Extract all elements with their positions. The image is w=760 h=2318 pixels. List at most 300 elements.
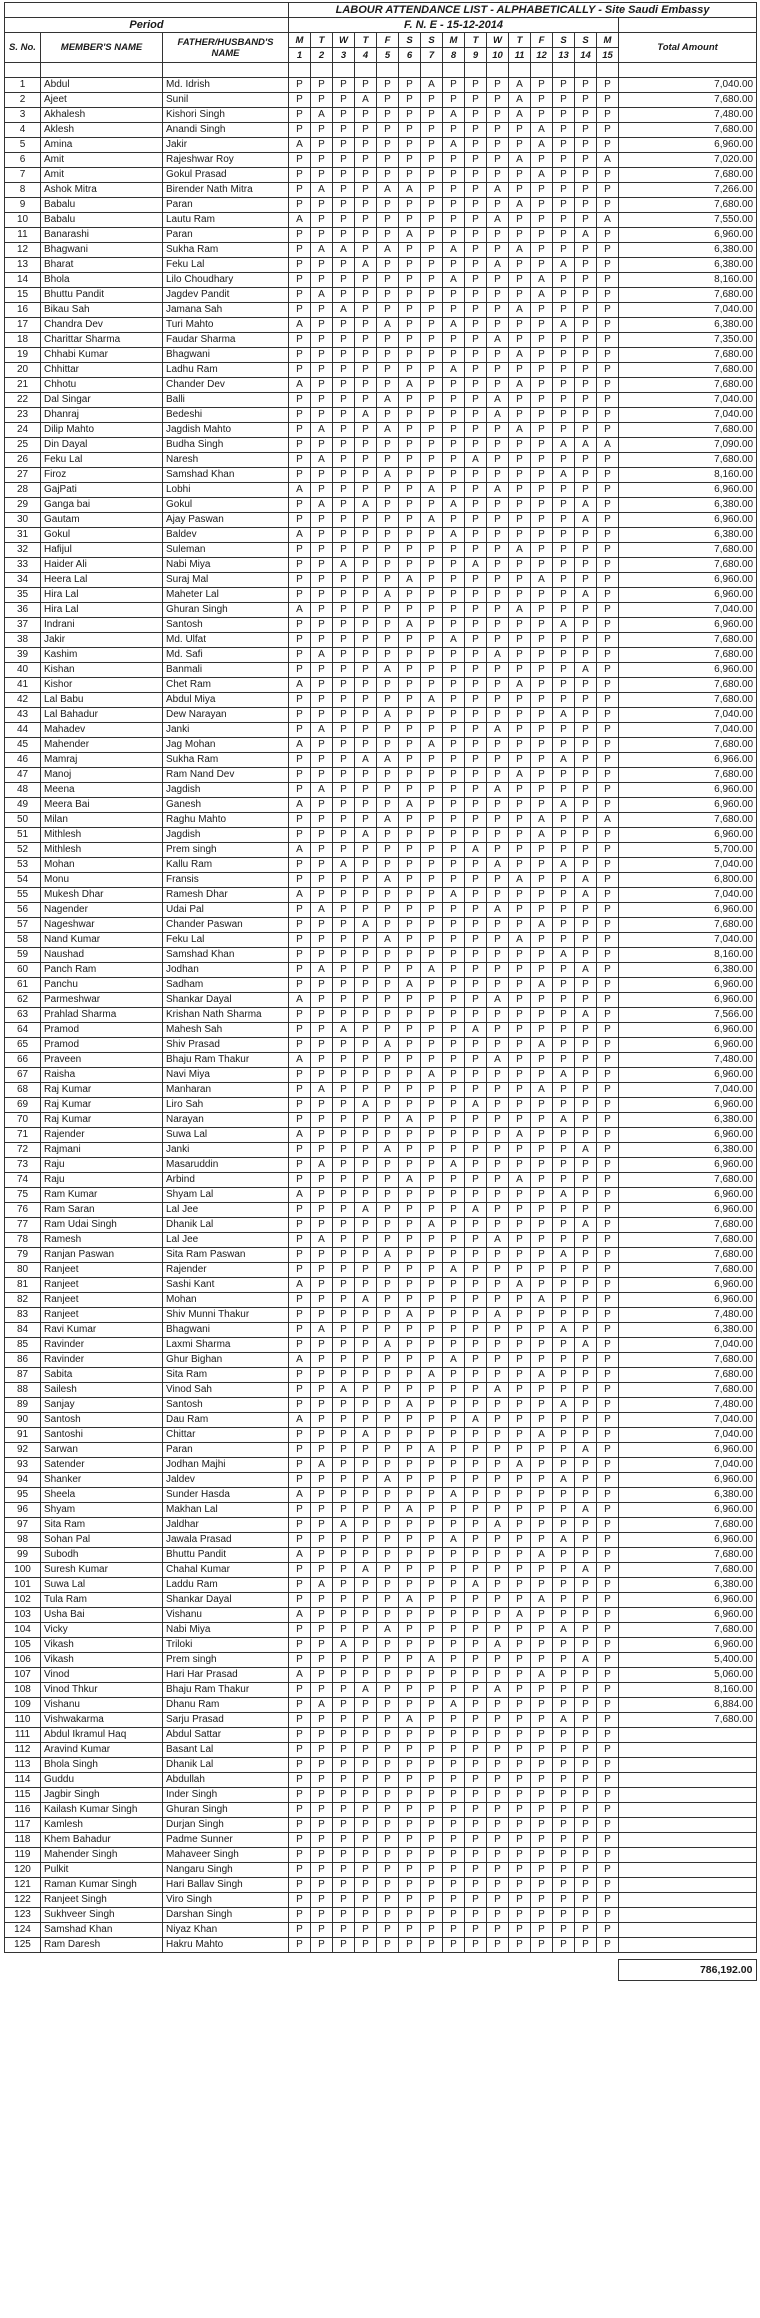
attendance-cell: P: [465, 1128, 487, 1143]
attendance-cell: P: [399, 78, 421, 93]
table-row: [5, 498, 757, 513]
attendance-cell: P: [333, 1623, 355, 1638]
attendance-cell: A: [443, 498, 465, 513]
attendance-cell: P: [289, 978, 311, 993]
attendance-cell: P: [531, 1758, 553, 1773]
attendance-cell: P: [399, 543, 421, 558]
attendance-cell: P: [311, 213, 333, 228]
total-amount-cell: 7,040.00: [619, 1413, 757, 1428]
attendance-cell: P: [443, 153, 465, 168]
attendance-cell: P: [311, 933, 333, 948]
grand-total: 786,192.00: [618, 1960, 756, 1981]
attendance-cell: P: [509, 1698, 531, 1713]
attendance-cell: P: [553, 933, 575, 948]
attendance-cell: P: [531, 1383, 553, 1398]
attendance-cell: P: [531, 903, 553, 918]
attendance-cell: P: [311, 1638, 333, 1653]
member-name-cell: Bhola Singh: [41, 1758, 163, 1773]
attendance-cell: A: [487, 723, 509, 738]
attendance-cell: P: [311, 828, 333, 843]
attendance-cell: P: [531, 378, 553, 393]
attendance-cell: P: [421, 1893, 443, 1908]
attendance-cell: P: [311, 228, 333, 243]
total-amount-cell: 7,040.00: [619, 933, 757, 948]
attendance-cell: P: [509, 903, 531, 918]
attendance-cell: P: [421, 723, 443, 738]
attendance-cell: P: [333, 1098, 355, 1113]
attendance-cell: A: [575, 1143, 597, 1158]
attendance-cell: P: [531, 1878, 553, 1893]
attendance-cell: P: [487, 1653, 509, 1668]
attendance-cell: P: [575, 828, 597, 843]
attendance-cell: P: [553, 1923, 575, 1938]
attendance-cell: P: [509, 1488, 531, 1503]
attendance-cell: P: [289, 768, 311, 783]
member-name-cell: Ram Kumar: [41, 1188, 163, 1203]
attendance-cell: P: [597, 1353, 619, 1368]
father-name-cell: Abdul Miya: [163, 693, 289, 708]
attendance-cell: P: [509, 588, 531, 603]
attendance-cell: P: [289, 288, 311, 303]
attendance-cell: P: [597, 1938, 619, 1953]
serial-number-cell: 74: [5, 1173, 41, 1188]
attendance-cell: P: [465, 123, 487, 138]
attendance-cell: P: [443, 423, 465, 438]
member-name-cell: Amit: [41, 168, 163, 183]
attendance-cell: P: [531, 1833, 553, 1848]
attendance-cell: P: [399, 1128, 421, 1143]
attendance-cell: P: [531, 1608, 553, 1623]
attendance-cell: P: [443, 1083, 465, 1098]
member-name-cell: Subodh: [41, 1548, 163, 1563]
member-name-cell: Sailesh: [41, 1383, 163, 1398]
table-row: [5, 393, 757, 408]
total-amount-cell: [619, 1938, 757, 1953]
table-row: [5, 1038, 757, 1053]
attendance-cell: A: [487, 1233, 509, 1248]
attendance-cell: P: [333, 78, 355, 93]
attendance-cell: P: [597, 1203, 619, 1218]
father-name-cell: Faudar Sharma: [163, 333, 289, 348]
member-name-cell: Kishan: [41, 663, 163, 678]
attendance-cell: P: [487, 798, 509, 813]
attendance-cell: P: [399, 363, 421, 378]
attendance-cell: P: [377, 1923, 399, 1938]
attendance-cell: A: [399, 978, 421, 993]
father-name-cell: Jagdish: [163, 828, 289, 843]
total-amount-cell: [619, 1863, 757, 1878]
attendance-cell: P: [509, 753, 531, 768]
member-name-cell: Nageshwar: [41, 918, 163, 933]
attendance-cell: A: [553, 753, 575, 768]
attendance-cell: P: [421, 948, 443, 963]
attendance-cell: P: [465, 798, 487, 813]
attendance-cell: P: [443, 1023, 465, 1038]
attendance-cell: A: [443, 888, 465, 903]
attendance-cell: P: [421, 993, 443, 1008]
attendance-cell: P: [355, 573, 377, 588]
attendance-cell: P: [487, 828, 509, 843]
attendance-cell: P: [311, 1368, 333, 1383]
attendance-cell: A: [553, 618, 575, 633]
attendance-cell: P: [531, 228, 553, 243]
attendance-cell: P: [399, 963, 421, 978]
serial-number-cell: 24: [5, 423, 41, 438]
father-name-cell: Chittar: [163, 1428, 289, 1443]
attendance-cell: P: [399, 1083, 421, 1098]
attendance-cell: P: [443, 1113, 465, 1128]
attendance-cell: P: [553, 1143, 575, 1158]
attendance-cell: P: [311, 1773, 333, 1788]
attendance-cell: P: [377, 843, 399, 858]
attendance-cell: P: [311, 1533, 333, 1548]
attendance-cell: A: [289, 528, 311, 543]
attendance-cell: P: [465, 963, 487, 978]
attendance-cell: P: [377, 1503, 399, 1518]
attendance-cell: P: [553, 1173, 575, 1188]
attendance-cell: P: [289, 1293, 311, 1308]
attendance-cell: P: [531, 1458, 553, 1473]
attendance-cell: P: [597, 1878, 619, 1893]
attendance-cell: P: [289, 498, 311, 513]
table-row: [5, 258, 757, 273]
attendance-cell: P: [289, 228, 311, 243]
attendance-cell: P: [597, 1638, 619, 1653]
page-title: LABOUR ATTENDANCE LIST - ALPHABETICALLY - Site Saudi Embassy: [289, 3, 757, 18]
attendance-cell: A: [553, 438, 575, 453]
attendance-cell: P: [509, 528, 531, 543]
attendance-cell: P: [509, 273, 531, 288]
attendance-cell: P: [465, 948, 487, 963]
attendance-cell: P: [509, 1383, 531, 1398]
attendance-cell: P: [289, 438, 311, 453]
father-name-cell: Durjan Singh: [163, 1818, 289, 1833]
attendance-cell: P: [531, 1323, 553, 1338]
member-name-cell: Suwa Lal: [41, 1578, 163, 1593]
attendance-cell: P: [333, 963, 355, 978]
table-row: [5, 453, 757, 468]
attendance-cell: P: [531, 1248, 553, 1263]
attendance-cell: P: [421, 1038, 443, 1053]
attendance-cell: A: [377, 588, 399, 603]
total-amount-cell: 6,960.00: [619, 1098, 757, 1113]
attendance-cell: P: [553, 993, 575, 1008]
serial-number-cell: 112: [5, 1743, 41, 1758]
father-name-cell: Jagdish Mahto: [163, 423, 289, 438]
attendance-cell: P: [465, 1398, 487, 1413]
attendance-cell: P: [553, 1428, 575, 1443]
father-name-cell: Laxmi Sharma: [163, 1338, 289, 1353]
serial-number-cell: 7: [5, 168, 41, 183]
attendance-cell: P: [487, 513, 509, 528]
attendance-cell: A: [421, 693, 443, 708]
attendance-cell: P: [377, 1008, 399, 1023]
attendance-cell: P: [377, 1818, 399, 1833]
attendance-cell: P: [377, 1323, 399, 1338]
attendance-cell: A: [509, 243, 531, 258]
attendance-cell: P: [289, 633, 311, 648]
attendance-cell: P: [465, 108, 487, 123]
weekday-header: T: [311, 33, 333, 48]
attendance-cell: P: [333, 1113, 355, 1128]
attendance-cell: P: [553, 813, 575, 828]
father-name-cell: Bhuttu Pandit: [163, 1548, 289, 1563]
total-amount-cell: 6,960.00: [619, 903, 757, 918]
attendance-cell: P: [289, 1713, 311, 1728]
serial-number-cell: 100: [5, 1563, 41, 1578]
attendance-cell: P: [333, 198, 355, 213]
attendance-cell: A: [575, 513, 597, 528]
attendance-cell: P: [421, 228, 443, 243]
attendance-cell: P: [333, 873, 355, 888]
attendance-cell: P: [553, 453, 575, 468]
total-amount-cell: 6,960.00: [619, 1068, 757, 1083]
attendance-cell: P: [597, 333, 619, 348]
attendance-cell: P: [443, 933, 465, 948]
attendance-cell: P: [553, 1638, 575, 1653]
total-amount-cell: 6,960.00: [619, 798, 757, 813]
attendance-cell: P: [465, 438, 487, 453]
table-row: [5, 333, 757, 348]
attendance-cell: P: [399, 528, 421, 543]
father-name-cell: Jawala Prasad: [163, 1533, 289, 1548]
attendance-cell: P: [465, 1803, 487, 1818]
attendance-cell: P: [553, 1383, 575, 1398]
table-row: [5, 1338, 757, 1353]
attendance-cell: P: [289, 363, 311, 378]
total-amount-cell: 7,680.00: [619, 1263, 757, 1278]
attendance-cell: P: [289, 153, 311, 168]
table-row: [5, 588, 757, 603]
attendance-cell: P: [509, 1293, 531, 1308]
serial-number-cell: 51: [5, 828, 41, 843]
attendance-cell: P: [531, 1053, 553, 1068]
father-name-cell: Prem singh: [163, 1653, 289, 1668]
attendance-cell: P: [289, 513, 311, 528]
member-name-cell: Raju: [41, 1173, 163, 1188]
attendance-cell: P: [531, 303, 553, 318]
attendance-cell: P: [311, 543, 333, 558]
attendance-cell: P: [553, 1878, 575, 1893]
attendance-cell: P: [443, 1668, 465, 1683]
serial-number-cell: 37: [5, 618, 41, 633]
father-name-cell: Dhanik Lal: [163, 1218, 289, 1233]
attendance-cell: P: [465, 168, 487, 183]
attendance-cell: A: [289, 888, 311, 903]
attendance-cell: P: [377, 1578, 399, 1593]
attendance-cell: P: [443, 1608, 465, 1623]
attendance-cell: P: [509, 1038, 531, 1053]
attendance-cell: P: [421, 438, 443, 453]
attendance-cell: A: [575, 1563, 597, 1578]
attendance-cell: P: [333, 348, 355, 363]
member-name-cell: Charittar Sharma: [41, 333, 163, 348]
total-amount-cell: 6,960.00: [619, 1638, 757, 1653]
attendance-cell: P: [553, 1578, 575, 1593]
attendance-cell: P: [399, 1728, 421, 1743]
member-name-cell: Rajender: [41, 1128, 163, 1143]
attendance-cell: P: [399, 423, 421, 438]
table-row: [5, 1713, 757, 1728]
attendance-cell: A: [575, 873, 597, 888]
attendance-cell: P: [355, 1128, 377, 1143]
attendance-cell: P: [531, 948, 553, 963]
attendance-cell: P: [487, 1263, 509, 1278]
attendance-cell: P: [465, 633, 487, 648]
father-name-cell: Mahesh Sah: [163, 1023, 289, 1038]
attendance-cell: P: [289, 1593, 311, 1608]
attendance-cell: P: [531, 783, 553, 798]
serial-number-cell: 59: [5, 948, 41, 963]
attendance-cell: P: [399, 1518, 421, 1533]
father-name-cell: Shiv Munni Thakur: [163, 1308, 289, 1323]
attendance-cell: A: [509, 93, 531, 108]
attendance-cell: P: [443, 1203, 465, 1218]
attendance-cell: P: [311, 1278, 333, 1293]
attendance-cell: P: [465, 1683, 487, 1698]
attendance-cell: P: [333, 1308, 355, 1323]
attendance-cell: P: [597, 1068, 619, 1083]
attendance-cell: P: [377, 1098, 399, 1113]
father-name-cell: Chahal Kumar: [163, 1563, 289, 1578]
attendance-cell: P: [333, 1683, 355, 1698]
attendance-cell: P: [311, 1383, 333, 1398]
attendance-cell: P: [399, 1038, 421, 1053]
attendance-cell: P: [421, 1383, 443, 1398]
attendance-cell: P: [443, 783, 465, 798]
attendance-cell: P: [531, 858, 553, 873]
serial-number-cell: 98: [5, 1533, 41, 1548]
attendance-cell: A: [355, 258, 377, 273]
attendance-cell: P: [443, 453, 465, 468]
attendance-cell: P: [443, 1818, 465, 1833]
member-name-cell: Sanjay: [41, 1398, 163, 1413]
attendance-cell: A: [465, 1023, 487, 1038]
table-row: [5, 108, 757, 123]
table-row: [5, 1023, 757, 1038]
attendance-cell: P: [597, 1158, 619, 1173]
attendance-cell: P: [421, 618, 443, 633]
attendance-cell: P: [333, 768, 355, 783]
attendance-cell: P: [311, 1113, 333, 1128]
member-name-cell: Khem Bahadur: [41, 1833, 163, 1848]
attendance-cell: P: [377, 153, 399, 168]
attendance-cell: P: [465, 528, 487, 543]
attendance-cell: P: [553, 1008, 575, 1023]
attendance-cell: P: [509, 498, 531, 513]
attendance-cell: P: [531, 318, 553, 333]
attendance-cell: P: [289, 93, 311, 108]
attendance-cell: P: [487, 1323, 509, 1338]
attendance-cell: P: [399, 918, 421, 933]
total-amount-cell: 8,160.00: [619, 1683, 757, 1698]
attendance-cell: P: [333, 888, 355, 903]
attendance-cell: P: [399, 1803, 421, 1818]
attendance-cell: P: [377, 1773, 399, 1788]
attendance-cell: P: [333, 618, 355, 633]
total-amount-cell: 7,680.00: [619, 918, 757, 933]
attendance-cell: P: [487, 1713, 509, 1728]
attendance-cell: P: [421, 1833, 443, 1848]
attendance-cell: P: [575, 618, 597, 633]
table-row: [5, 663, 757, 678]
attendance-cell: P: [487, 1758, 509, 1773]
attendance-cell: P: [399, 1743, 421, 1758]
attendance-cell: P: [421, 453, 443, 468]
member-name-cell: Mahender: [41, 738, 163, 753]
member-name-cell: Mahender Singh: [41, 1848, 163, 1863]
attendance-cell: P: [421, 678, 443, 693]
attendance-cell: P: [465, 333, 487, 348]
attendance-cell: P: [509, 1518, 531, 1533]
attendance-cell: P: [575, 948, 597, 963]
attendance-cell: P: [597, 918, 619, 933]
attendance-cell: A: [289, 1278, 311, 1293]
serial-number-cell: 120: [5, 1863, 41, 1878]
attendance-cell: P: [311, 1563, 333, 1578]
attendance-cell: P: [597, 1083, 619, 1098]
table-row: [5, 183, 757, 198]
attendance-cell: P: [355, 183, 377, 198]
table-row: [5, 813, 757, 828]
attendance-cell: P: [355, 1803, 377, 1818]
attendance-cell: P: [443, 1383, 465, 1398]
member-name-cell: Hira Lal: [41, 603, 163, 618]
serial-number-cell: 90: [5, 1413, 41, 1428]
attendance-cell: P: [597, 1293, 619, 1308]
attendance-cell: P: [311, 1413, 333, 1428]
table-row: [5, 843, 757, 858]
member-name-cell: Firoz: [41, 468, 163, 483]
attendance-cell: P: [553, 1653, 575, 1668]
attendance-cell: P: [597, 1683, 619, 1698]
attendance-cell: A: [509, 543, 531, 558]
attendance-cell: P: [531, 1128, 553, 1143]
attendance-cell: P: [509, 1653, 531, 1668]
attendance-cell: P: [399, 858, 421, 873]
attendance-cell: A: [597, 813, 619, 828]
weekday-header: T: [509, 33, 531, 48]
attendance-cell: P: [333, 1368, 355, 1383]
attendance-cell: P: [377, 1488, 399, 1503]
attendance-cell: P: [531, 1188, 553, 1203]
serial-number-cell: 95: [5, 1488, 41, 1503]
attendance-cell: P: [597, 1308, 619, 1323]
attendance-cell: P: [399, 153, 421, 168]
attendance-cell: P: [575, 1113, 597, 1128]
serial-number-cell: 116: [5, 1803, 41, 1818]
attendance-cell: P: [333, 483, 355, 498]
father-name-cell: Turi Mahto: [163, 318, 289, 333]
attendance-cell: P: [421, 663, 443, 678]
serial-number-cell: 16: [5, 303, 41, 318]
attendance-cell: A: [575, 1443, 597, 1458]
serial-number-cell: 21: [5, 378, 41, 393]
serial-number-cell: 106: [5, 1653, 41, 1668]
attendance-cell: A: [443, 273, 465, 288]
attendance-cell: P: [487, 1533, 509, 1548]
attendance-cell: P: [333, 1923, 355, 1938]
attendance-cell: P: [289, 708, 311, 723]
attendance-cell: P: [597, 603, 619, 618]
member-name-cell: Feku Lal: [41, 453, 163, 468]
attendance-cell: P: [443, 1788, 465, 1803]
attendance-cell: P: [289, 693, 311, 708]
attendance-cell: P: [333, 1068, 355, 1083]
attendance-cell: P: [553, 723, 575, 738]
attendance-cell: A: [575, 228, 597, 243]
attendance-cell: P: [289, 1263, 311, 1278]
